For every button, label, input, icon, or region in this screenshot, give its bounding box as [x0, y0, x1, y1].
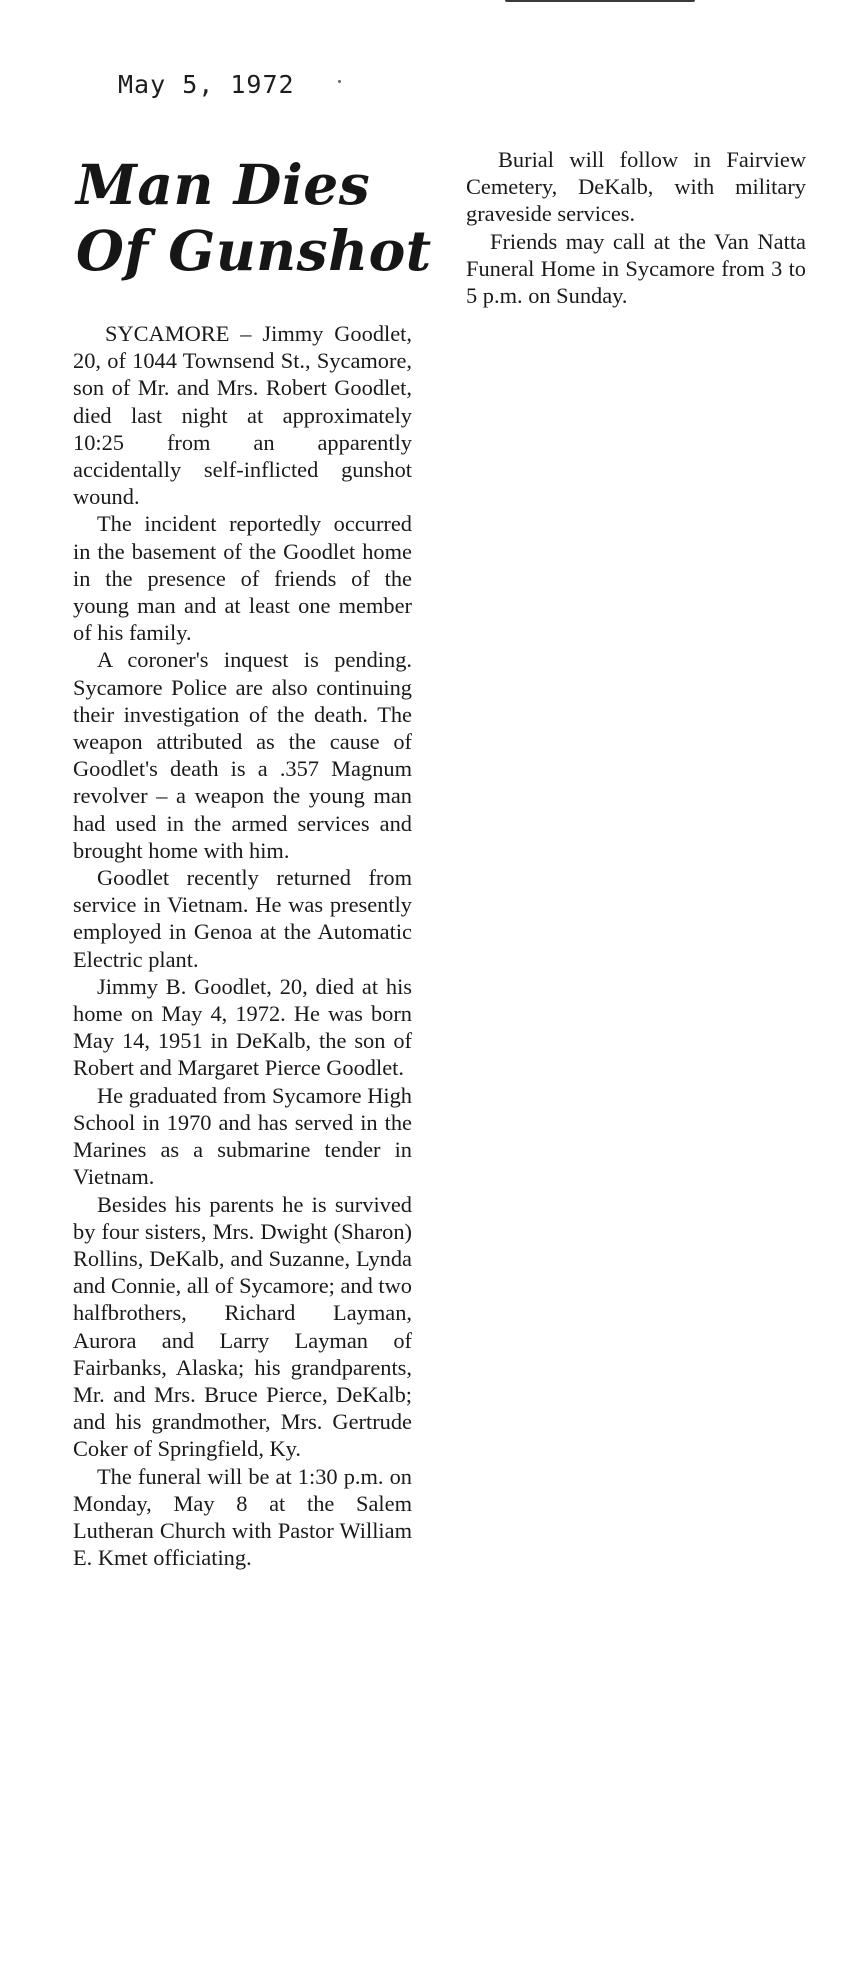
article-paragraph: SYCAMORE – Jimmy Goodlet, 20, of 1044 Townsend St., Sycamore, son of Mr. and Mrs. Robert Goodlet, died last night at approximately 10:25 from an apparently accidentally self-inflicted gunshot wound.	[73, 321, 412, 510]
clipping-date: May 5, 1972	[118, 70, 295, 99]
article-paragraph: Friends may call at the Van Natta Funeral Home in Sycamore from 3 to 5 p.m. on Sunday.	[466, 228, 806, 309]
article-column-right	[466, 146, 806, 309]
article-paragraph: Goodlet recently returned from service in Vietnam. He was presently employed in Genoa at the Automatic Electric plant.	[73, 865, 412, 972]
clipping-edge-mark	[505, 0, 695, 2]
article-paragraph: Jimmy B. Goodlet, 20, died at his home on May 4, 1972. He was born May 14, 1951 in DeKalb, the son of Robert and Margaret Pierce Goodlet.	[73, 973, 412, 1081]
article-column-left	[73, 320, 412, 1571]
article-headline: Man Dies Of Gunshot	[76, 152, 432, 283]
article-paragraph: The funeral will be at 1:30 p.m. on Monday, May 8 at the Salem Lutheran Church with Pastor William E. Kmet officiating.	[73, 1463, 412, 1571]
article-paragraph: A coroner's inquest is pending. Sycamore Police are also continuing their investigation of the death. The weapon attributed as the cause of Goodlet's death is a .357 Magnum revolver – a weapon the young man had used in the armed services and brought home with him.	[73, 647, 412, 863]
article-paragraph: Burial will follow in Fairview Cemetery, DeKalb, with military graveside services.	[466, 147, 806, 227]
article-paragraph: The incident reportedly occurred in the basement of the Goodlet home in the presence of friends of the young man and at least one member of his family.	[73, 511, 412, 646]
article-paragraph: Besides his parents he is survived by four sisters, Mrs. Dwight (Sharon) Rollins, DeKalb, and Suzanne, Lynda and Connie, all of Sycamore; and two halfbrothers, Richard Layman, Aurora and Larry Layman of Fairbanks, Alaska; his grandparents, Mr. and Mrs. Bruce Pierce, DeKalb; and his grandmother, Mrs. Gertrude Coker of Springfield, Ky.	[73, 1191, 412, 1462]
article-paragraph: He graduated from Sycamore High School in 1970 and has served in the Marines as a submarine tender in Vietnam.	[73, 1082, 412, 1190]
stray-mark	[338, 80, 341, 83]
